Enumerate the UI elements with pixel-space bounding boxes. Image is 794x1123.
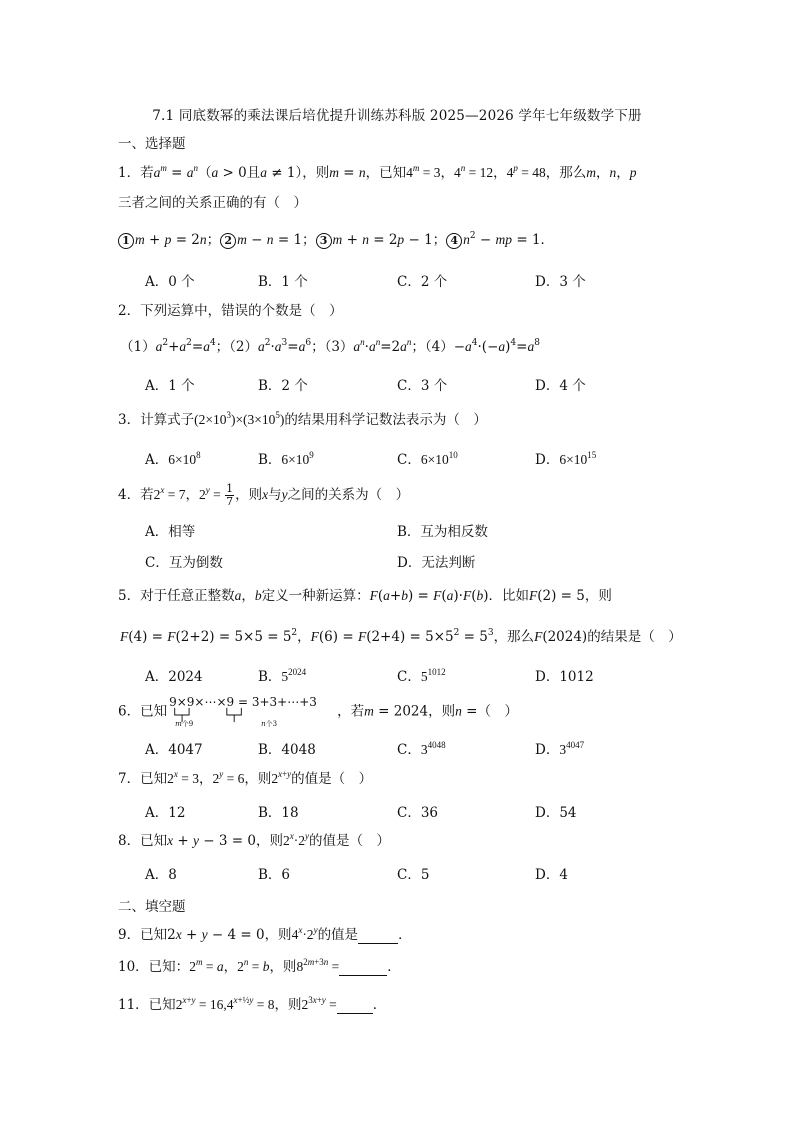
question-7-option-c[interactable]: C．36 [397,805,439,821]
question-2-stem: 2．下列运算中，错误的个数是（ ） [118,303,343,319]
question-5-option-b[interactable]: B．$5^{2024}$ [258,667,307,685]
question-11-stem: 11．已知$2^{x+y} = 16,4^{x+\frac{1}{2}y} = 8$，则$2^{3x+y}$ = ． [118,995,387,1013]
question-2-statements: $(1)a^2+a^2=a^4$；$(2)a^2\cdot a^3=a^6$；$(3)a^n\cdot a^n=2a^n$；$(4)-a^4\cdot(-a)^4=a^8$ [120,337,540,355]
question-5-option-a[interactable]: A．2024 [145,669,203,685]
question-5-option-c[interactable]: C．$5^{1012}$ [397,667,446,685]
question-1-option-d[interactable]: D．3 个 [535,274,586,290]
question-3-stem: 3．计算式子$(2\times 10^3)\times(3\times 10^5)$的结果用科学记数法表示为（ ） [118,410,487,428]
question-6-stem: 6．已知 9×9×⋯×9 = 3+3+⋯+3 └┬┘ └┬┘ m个9 n个3 ，若m = 2024，则n =（ ） [118,695,518,728]
question-5-line-1: 5．对于任意正整数a，b定义一种新运算：F(a+b) = F(a)·F(b)．比如F(2) = 5，则 [118,588,612,604]
question-2-option-d[interactable]: D．4 个 [535,378,586,394]
question-3-option-b[interactable]: B．$6\times 10^9$ [258,450,314,468]
question-1-statements: 1 m + p = 2n； 2 m − n = 1； 3 m + n = 2p − 1； 4 $n^2$ − mp = 1． [118,231,554,249]
question-11-answer-blank[interactable] [337,999,373,1014]
section-heading-choice: 一、选择题 [118,136,186,152]
question-3-option-c[interactable]: C．$6\times 10^{10}$ [397,450,458,468]
question-8-stem: 8．已知x + y − 3 = 0，则$2^x\cdot 2^y$的值是（ ） [118,831,390,849]
question-2-option-c[interactable]: C．3 个 [397,378,448,394]
question-9-answer-blank[interactable] [358,929,398,944]
question-4-stem: 4．若$2^x = 7$，$2^y$ = $\frac{1}{7}$ ，则x与y之间的关系为（ ） [118,482,410,508]
question-2-option-b[interactable]: B．2 个 [258,378,308,394]
question-6-option-b[interactable]: B．4048 [258,742,316,758]
question-8-option-c[interactable]: C．5 [397,867,430,883]
question-8-option-d[interactable]: D．4 [535,867,568,883]
question-8-option-a[interactable]: A．8 [145,867,177,883]
question-1-option-b[interactable]: B．1 个 [258,274,308,290]
question-3-option-a[interactable]: A．$6\times 10^8$ [145,450,201,468]
question-8-option-b[interactable]: B．6 [258,867,291,883]
question-4-option-c[interactable]: C．互为倒数 [145,555,223,571]
question-5-option-d[interactable]: D．1012 [535,669,594,685]
question-2-option-a[interactable]: A．1 个 [145,378,195,394]
question-6-option-a[interactable]: A．4047 [145,742,203,758]
question-9-stem: 9．已知2x + y − 4 = 0，则$4^x\cdot 2^y$的值是 ． [118,925,412,943]
question-4-option-d[interactable]: D．无法判断 [397,555,476,571]
question-1-option-a[interactable]: A．0 个 [145,274,195,290]
question-4-option-b[interactable]: B．互为相反数 [397,524,488,540]
question-6-option-c[interactable]: C．$3^{4048}$ [397,740,446,758]
question-1-line-1: 1．若$a^m = a^n(a > 0$且a ≠ 1），则m = n，已知$4^m = 3$，$4^n = 12$，$4^p = 48$，那么m，n，p [118,163,637,181]
page-title: 7.1 同底数幂的乘法课后培优提升训练苏科版 2025—2026 学年七年级数学下册 [152,108,642,124]
question-3-option-d[interactable]: D．$6\times 10^{15}$ [535,450,597,468]
question-7-option-d[interactable]: D．54 [535,805,577,821]
question-6-option-d[interactable]: D．$3^{4047}$ [535,740,585,758]
question-10-stem: 10．已知：$2^m = a$，$2^n = b$，则$8^{2m+3n}$ = ． [118,957,401,975]
question-6-expression: 9×9×⋯×9 = 3+3+⋯+3 └┬┘ └┬┘ m个9 n个3 [169,695,317,728]
question-10-answer-blank[interactable] [339,961,387,976]
question-7-option-b[interactable]: B．18 [258,805,299,821]
section-heading-fill: 二、填空题 [118,899,186,915]
question-5-line-2: $F(4) = F(2+2) = 5\times 5 = 5^2$，$F(6) = F(2+4) = 5\times 5^2 = 5^3$，那么F(2024)的结果是（ ） [120,628,682,645]
question-7-option-a[interactable]: A．12 [145,805,186,821]
question-1-line-2: 三者之间的关系正确的有（ ） [118,195,307,211]
question-7-stem: 7．已知$2^x = 3$，$2^y = 6$，则$2^{x+y}$的值是（ ） [118,769,373,787]
question-4-option-a[interactable]: A．相等 [145,524,196,540]
question-1-option-c[interactable]: C．2 个 [397,274,448,290]
